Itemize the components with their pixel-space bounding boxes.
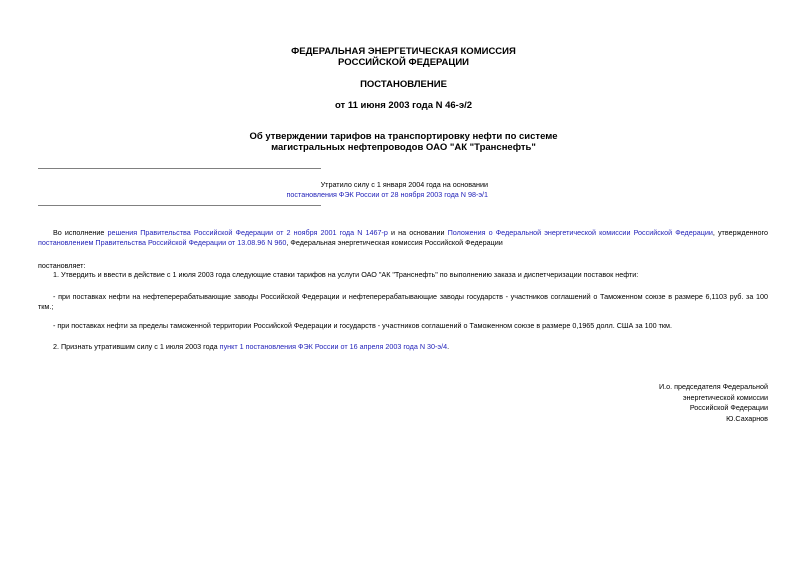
signature-block <box>659 382 768 424</box>
title-line-2: магистральных нефтепроводов ОАО "АК "Транснефть" <box>271 142 536 153</box>
bullet-1: - при поставках нефти на нефтеперерабатывающие заводы Российской Федерации и нефтеперерабатывающие заводы государств - участников соглашений о Таможенном союзе в размере 6,1103 руб. за 100 ткм.; <box>38 292 768 311</box>
preamble-text-1: Во исполнение <box>53 228 108 237</box>
status-note <box>38 180 488 200</box>
signature-line-2: энергетической комиссии <box>682 392 768 402</box>
item-2-text: 2. Признать утратившим силу с 1 июля 2003 года <box>53 342 220 351</box>
preamble-link-resolution[interactable]: постановлением Правительства Российской Федерации от 13.08.96 N 960 <box>38 238 287 247</box>
status-note-text: Утратило силу с 1 января 2004 года на основании <box>320 180 488 189</box>
item-2-end: . <box>447 342 450 351</box>
title-line-1: Об утверждении тарифов на транспортировку нефти по системе <box>249 131 558 142</box>
signature-line-4: Ю.Сахарнов <box>726 413 768 423</box>
preamble-text-4: , Федеральная энергетическая комиссия Российской Федерации <box>286 238 503 247</box>
bullet-2: - при поставках нефти за пределы таможенной территории Российской Федерации и государств - участников соглашений о Таможенном союзе в размере 0,1965 долл. США за 100 ткм. <box>53 321 672 330</box>
org-name <box>0 46 807 68</box>
resolves-label: постановляет: <box>38 261 86 270</box>
preamble-link-decision[interactable]: решения Правительства Российской Федерации от 2 ноября 2001 года N 1467-р <box>107 228 388 237</box>
doc-title <box>0 131 807 153</box>
preamble-text-2: и на основании <box>387 228 448 237</box>
preamble <box>38 228 768 248</box>
item-1: 1. Утвердить и ввести в действие с 1 июля 2003 года следующие ставки тарифов на услуги ОАО "АК "Транснефть" по выполнению заказа и диспетчеризации поставок нефти: <box>53 270 639 279</box>
signature-line-3: Российской Федерации <box>689 403 768 412</box>
item-2 <box>38 342 768 352</box>
doc-date: от 11 июня 2003 года N 46-э/2 <box>334 100 473 111</box>
doc-type: ПОСТАНОВЛЕНИЕ <box>360 79 447 90</box>
top-divider <box>38 168 321 169</box>
org-line-2: РОССИЙСКОЙ ФЕДЕРАЦИИ <box>337 57 469 68</box>
item-2-link[interactable]: пункт 1 постановления ФЭК России от 16 апреля 2003 года N 30-э/4 <box>219 342 448 351</box>
signature-line-1: И.о. председателя Федеральной <box>658 382 768 391</box>
preamble-link-regulation[interactable]: Положения о Федеральной энергетической комиссии Российской Федерации <box>447 228 713 237</box>
preamble-text-3: , утвержденного <box>712 228 768 237</box>
status-note-link[interactable]: постановления ФЭК России от 28 ноября 2003 года N 98-э/1 <box>286 190 488 199</box>
org-line-1: ФЕДЕРАЛЬНАЯ ЭНЕРГЕТИЧЕСКАЯ КОМИССИЯ <box>291 46 516 57</box>
bottom-divider <box>38 205 321 206</box>
